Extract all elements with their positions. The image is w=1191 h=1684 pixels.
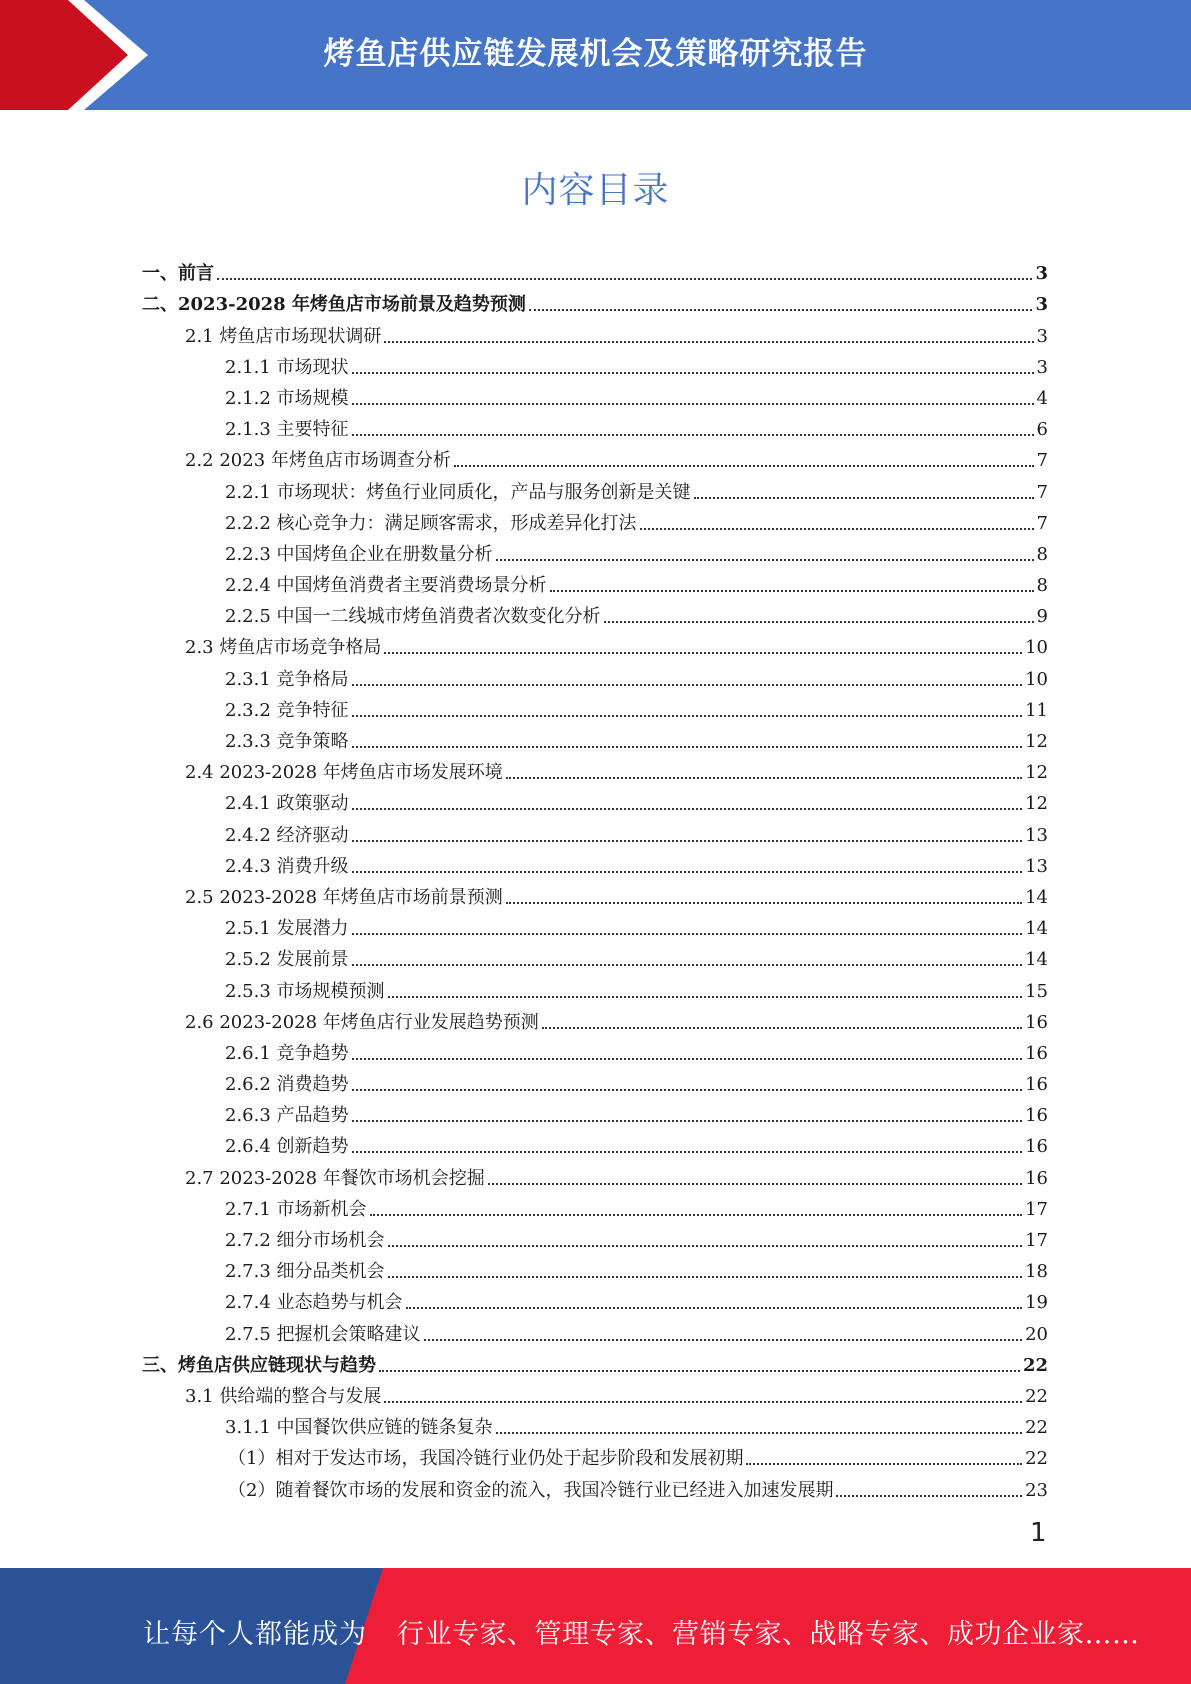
toc-entry[interactable] — [142, 847, 1048, 878]
toc-entry-text: 2.4.1 政策驱动 — [225, 793, 349, 815]
toc-dot-leader — [384, 1401, 1022, 1403]
toc-page-number: 7 — [1036, 512, 1048, 534]
toc-entry-text: 2.7.1 市场新机会 — [225, 1198, 367, 1220]
toc-dot-leader — [836, 1495, 1022, 1497]
toc-dot-leader — [352, 871, 1023, 873]
toc-dot-leader — [506, 777, 1022, 779]
toc-entry-text: 二、2023-2028 年烤鱼店市场前景及趋势预测 — [142, 294, 526, 316]
toc-dot-leader — [384, 652, 1022, 654]
toc-entry[interactable] — [142, 691, 1048, 722]
toc-dot-leader — [352, 964, 1023, 966]
toc-entry-text: 2.6 2023-2028 年烤鱼店行业发展趋势预测 — [185, 1011, 539, 1033]
toc-entry[interactable] — [142, 878, 1048, 909]
toc-entry[interactable] — [142, 597, 1048, 628]
toc-page-number: 3 — [1036, 325, 1048, 347]
toc-page-number: 22 — [1025, 1448, 1048, 1470]
toc-entry-text: 2.2.5 中国一二线城市烤鱼消费者次数变化分析 — [225, 606, 601, 628]
toc-page-number: 14 — [1025, 918, 1048, 940]
toc-page-number: 8 — [1036, 543, 1048, 565]
toc-entry-text: 2.4 2023-2028 年烤鱼店市场发展环境 — [185, 762, 503, 784]
toc-page-number: 14 — [1025, 949, 1048, 971]
toc-entry[interactable] — [142, 1221, 1048, 1252]
toc-entry-text: 2.5.3 市场规模预测 — [225, 980, 385, 1002]
toc-page-number: 8 — [1036, 575, 1048, 597]
toc-dot-leader — [352, 715, 1023, 717]
toc-dot-leader — [550, 590, 1034, 592]
toc-page-number: 16 — [1025, 1105, 1048, 1127]
toc-entry-text: 2.5.2 发展前景 — [225, 949, 349, 971]
toc-entry[interactable] — [142, 254, 1048, 285]
toc-page-number: 14 — [1025, 886, 1048, 908]
toc-dot-leader — [694, 497, 1034, 499]
toc-dot-leader — [352, 808, 1023, 810]
toc-entry[interactable] — [142, 1158, 1048, 1189]
toc-entry-text: 2.2.2 核心竞争力：满足顾客需求，形成差异化打法 — [225, 512, 637, 534]
toc-entry[interactable] — [142, 1314, 1048, 1345]
toc-page-number: 17 — [1025, 1198, 1048, 1220]
toc-page-number: 3 — [1035, 263, 1048, 285]
toc-page-number: 16 — [1025, 1136, 1048, 1158]
toc-entry[interactable] — [142, 285, 1048, 316]
toc-dot-leader — [496, 1432, 1023, 1434]
toc-heading: 内容目录 — [521, 170, 670, 211]
toc-entry[interactable] — [142, 504, 1048, 535]
toc-dot-leader — [384, 341, 1033, 343]
toc-page-number: 4 — [1036, 387, 1048, 409]
toc-entry-text: （2）随着餐饮市场的发展和资金的流入，我国冷链行业已经进入加速发展期 — [228, 1479, 834, 1501]
toc-entry[interactable] — [142, 441, 1048, 472]
toc-entry[interactable] — [142, 410, 1048, 441]
page-number: 1 — [1030, 1518, 1047, 1548]
toc-page-number: 9 — [1036, 606, 1048, 628]
toc-entry[interactable] — [142, 815, 1048, 846]
toc-page-number: 12 — [1025, 731, 1048, 752]
toc-dot-leader — [352, 746, 1023, 748]
toc-entry[interactable] — [142, 659, 1048, 690]
toc-page-number: 23 — [1025, 1479, 1048, 1501]
toc-entry[interactable] — [142, 753, 1048, 784]
toc-page-number: 3 — [1035, 294, 1048, 316]
toc-entry[interactable] — [142, 379, 1048, 410]
toc-entry-text: 2.3.1 竞争格局 — [225, 668, 349, 690]
toc-page-number: 11 — [1025, 699, 1048, 721]
toc-page-number: 18 — [1025, 1261, 1048, 1283]
toc-dot-leader — [352, 933, 1023, 935]
toc-entry[interactable] — [142, 1034, 1048, 1065]
header-banner — [0, 0, 1191, 110]
toc-entry[interactable] — [142, 1096, 1048, 1127]
toc-entry[interactable] — [142, 535, 1048, 566]
toc-entry[interactable] — [142, 566, 1048, 597]
toc-page-number: 15 — [1025, 980, 1048, 1002]
toc-dot-leader — [352, 1120, 1023, 1122]
footer-slogan-right: 行业专家、管理专家、营销专家、战略专家、成功企业家…… — [397, 1619, 1140, 1650]
toc-entry[interactable] — [142, 628, 1048, 659]
toc-entry[interactable] — [142, 909, 1048, 940]
toc-entry[interactable] — [142, 316, 1048, 347]
toc-entry[interactable] — [142, 784, 1048, 815]
toc-entry-text: 2.7.2 细分市场机会 — [225, 1230, 385, 1251]
toc-entry[interactable] — [142, 1470, 1048, 1501]
toc-entry-text: 2.6.1 竞争趋势 — [225, 1042, 349, 1064]
toc-page-number: 16 — [1025, 1042, 1048, 1064]
toc-entry-text: 2.1.1 市场现状 — [225, 356, 349, 378]
toc-dot-leader — [529, 309, 1033, 311]
toc-entry-text: 2.1 烤鱼店市场现状调研 — [185, 325, 382, 347]
toc-page-number: 13 — [1025, 824, 1048, 846]
toc-entry-text: 2.7.3 细分品类机会 — [225, 1261, 385, 1283]
report-title: 烤鱼店供应链发展机会及策略研究报告 — [323, 35, 868, 72]
toc-entry-text: 2.7 2023-2028 年餐饮市场机会挖掘 — [185, 1167, 485, 1189]
toc-page-number: 22 — [1025, 1385, 1048, 1407]
toc-entry-text: 3.1 供给端的整合与发展 — [185, 1385, 382, 1407]
toc-dot-leader — [388, 1276, 1023, 1278]
toc-entry-text: 2.3.3 竞争策略 — [225, 731, 349, 752]
toc-dot-leader — [370, 1214, 1023, 1216]
toc-entry-text: 2.3.2 竞争特征 — [225, 699, 349, 721]
toc-dot-leader — [379, 1370, 1020, 1372]
toc-entry-text: 2.2.3 中国烤鱼企业在册数量分析 — [225, 543, 493, 565]
toc-dot-leader — [454, 465, 1034, 467]
toc-page-number: 16 — [1025, 1011, 1048, 1033]
toc-dot-leader — [352, 434, 1034, 436]
toc-page-number: 7 — [1036, 481, 1048, 503]
toc-entry-text: 2.2.1 市场现状：烤鱼行业同质化，产品与服务创新是关键 — [225, 481, 691, 503]
toc-page-number: 20 — [1025, 1323, 1048, 1345]
footer-slogan-left: 让每个人都能成为 — [143, 1619, 367, 1650]
toc-dot-leader — [352, 372, 1034, 374]
toc-dot-leader — [424, 1339, 1023, 1341]
toc-page-number: 16 — [1025, 1167, 1048, 1189]
toc-entry[interactable] — [142, 1377, 1048, 1408]
toc-page-number: 7 — [1036, 450, 1048, 472]
toc-dot-leader — [352, 1151, 1023, 1153]
toc-entry-text: 2.6.4 创新趋势 — [225, 1136, 349, 1158]
toc-page-number: 3 — [1036, 356, 1048, 378]
toc-page-number: 12 — [1025, 762, 1048, 784]
toc-entry-text: 一、前言 — [142, 263, 214, 285]
toc-entry-text: 2.2.4 中国烤鱼消费者主要消费场景分析 — [225, 575, 547, 597]
toc-dot-leader — [352, 403, 1034, 405]
toc-entry[interactable] — [142, 971, 1048, 1002]
toc-dot-leader — [388, 996, 1023, 998]
toc-entry-text: 2.7.4 业态趋势与机会 — [225, 1292, 403, 1314]
toc-dot-leader — [352, 1058, 1023, 1060]
toc-page-number: 12 — [1025, 793, 1048, 815]
toc-dot-leader — [746, 1463, 1022, 1465]
toc-entry[interactable] — [142, 1439, 1048, 1470]
toc-dot-leader — [542, 1027, 1022, 1029]
toc-entry-text: 2.4.2 经济驱动 — [225, 824, 349, 846]
toc-page-number: 22 — [1025, 1417, 1048, 1439]
toc-entry-text: 2.3 烤鱼店市场竞争格局 — [185, 637, 382, 659]
toc-dot-leader — [506, 902, 1022, 904]
toc-entry[interactable] — [142, 472, 1048, 503]
toc-entry-text: 2.5.1 发展潜力 — [225, 918, 349, 940]
toc-page-number: 13 — [1025, 855, 1048, 877]
toc-entry[interactable] — [142, 1283, 1048, 1314]
toc-entry[interactable] — [142, 1252, 1048, 1283]
toc-entry-text: 3.1.1 中国餐饮供应链的链条复杂 — [225, 1417, 493, 1439]
toc-entry[interactable] — [142, 940, 1048, 971]
toc-page-number: 16 — [1025, 1074, 1048, 1096]
toc-dot-leader — [352, 684, 1023, 686]
toc-entry[interactable] — [142, 1346, 1048, 1377]
toc-dot-leader — [604, 621, 1034, 623]
toc-entry-text: 2.6.3 产品趋势 — [225, 1105, 349, 1127]
toc-entry[interactable] — [142, 348, 1048, 379]
toc-entry-text: （1）相对于发达市场，我国冷链行业仍处于起步阶段和发展初期 — [228, 1448, 744, 1470]
toc-dot-leader — [406, 1307, 1023, 1309]
toc-dot-leader — [388, 1245, 1023, 1247]
toc-entry-text: 2.5 2023-2028 年烤鱼店市场前景预测 — [185, 886, 503, 908]
toc-entry[interactable] — [142, 1127, 1048, 1158]
toc-entry[interactable] — [142, 1190, 1048, 1221]
toc-dot-leader — [352, 840, 1023, 842]
toc-entry-text: 2.4.3 消费升级 — [225, 855, 349, 877]
toc-entry-text: 三、烤鱼店供应链现状与趋势 — [142, 1354, 376, 1376]
toc-page-number: 10 — [1025, 637, 1048, 659]
toc-dot-leader — [640, 528, 1034, 530]
toc-page-number: 6 — [1036, 419, 1048, 441]
toc-page-number: 19 — [1025, 1292, 1048, 1314]
toc-entry[interactable] — [142, 1065, 1048, 1096]
toc-entry[interactable] — [142, 722, 1048, 753]
toc-page-number: 17 — [1025, 1230, 1048, 1251]
toc-entry-text: 2.1.2 市场规模 — [225, 387, 349, 409]
footer-banner — [0, 1568, 1191, 1684]
toc-entry-text: 2.6.2 消费趋势 — [225, 1074, 349, 1096]
toc-dot-leader — [488, 1183, 1022, 1185]
toc-entry-text: 2.2 2023 年烤鱼店市场调查分析 — [185, 450, 451, 472]
toc-entry-text: 2.7.5 把握机会策略建议 — [225, 1323, 421, 1345]
toc-page-number: 10 — [1025, 668, 1048, 690]
toc-dot-leader — [217, 278, 1032, 280]
table-of-contents — [142, 254, 1048, 1502]
toc-dot-leader — [352, 1089, 1023, 1091]
toc-entry-text: 2.1.3 主要特征 — [225, 419, 349, 441]
toc-entry[interactable] — [142, 1408, 1048, 1439]
toc-entry[interactable] — [142, 1003, 1048, 1034]
toc-page-number: 22 — [1022, 1354, 1048, 1376]
toc-dot-leader — [496, 559, 1034, 561]
